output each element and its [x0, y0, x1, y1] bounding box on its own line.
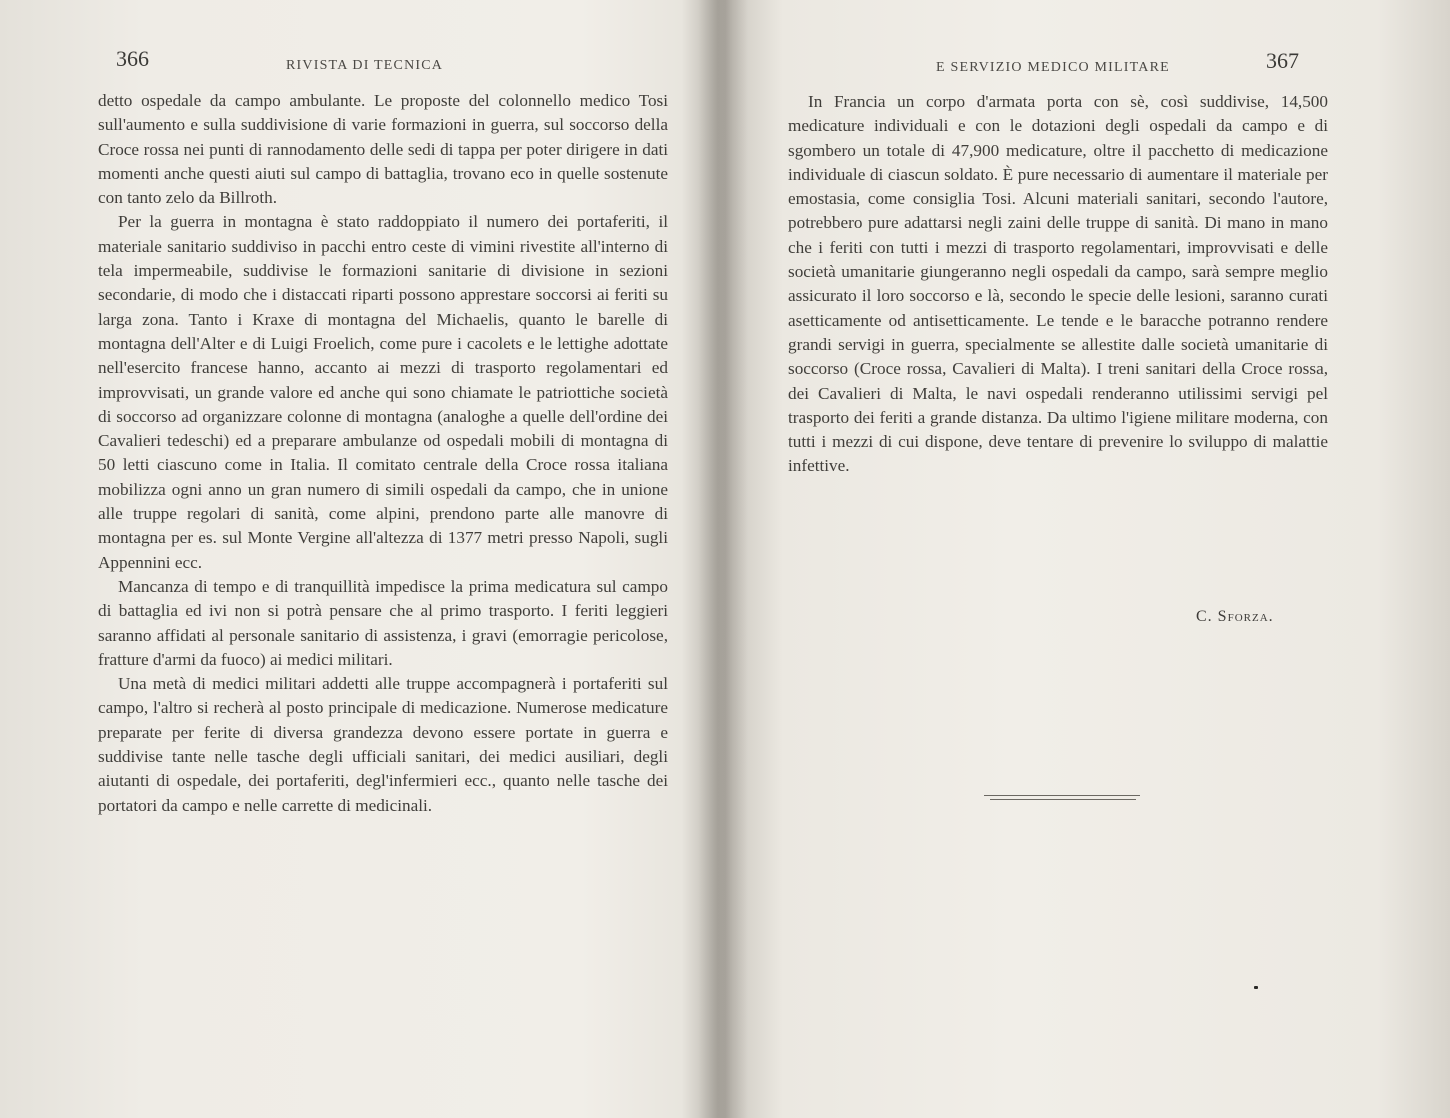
right-page — [722, 0, 1450, 1118]
page-number-left: 366 — [116, 46, 149, 71]
signature-initial: C. — [1196, 608, 1213, 625]
left-page — [0, 0, 722, 1118]
right-body-text — [788, 90, 1328, 479]
ink-speck — [1254, 986, 1258, 989]
signature-name: Sforza. — [1217, 608, 1274, 625]
end-rule — [984, 795, 1140, 796]
left-body-text — [98, 89, 668, 818]
paragraph: Mancanza di tempo e di tranquillità impedisce la prima medicatura sul campo di battaglia ed ivi non si potrà pensare che al primo trasporto. I feriti leggieri saranno affidati al personale sanitario di assistenza, i gravi (emorragie pericolose, fratture d'armi da fuoco) ai medici militari. — [98, 576, 668, 669]
paragraph: Per la guerra in montagna è stato raddoppiato il numero dei portaferiti, il materiale sanitario suddiviso in pacchi entro ceste di vimini rivestite all'interno di tela impermeabile, suddivise le formazioni sanitarie di divisione in sezioni secondarie, di modo che i distaccati riparti possono apprestare soccorsi ai feriti su larga zona. Tanto i Kraxe di montagna del Michaelis, quanto le barelle di montagna dell'Alter e di Luigi Froelich, come pure i cacolets e le lettighe adottate nell'esercito francese hanno, accanto ai mezzi di trasporto regolamentari ed improvvisati, un grande valore ed anche qui sono chiamate le patriottiche società di soccorso ad organizzare colonne di montagna (analoghe a quelle dell'ordine dei Cavalieri tedeschi) ed a preparare ambulanze od ospedali mobili di montagna di 50 letti ciascuno come in Italia. Il comitato centrale della Croce rossa italiana mobilizza ogni anno un gran numero di simili ospedali da campo, che in unione alle truppe regolari di sanità, come alpini, prendono parte alle manovre di montagna per es. sul Monte Vergine all'altezza di 1377 metri presso Napoli, sugli Appennini ecc. — [98, 212, 668, 572]
end-rule — [990, 799, 1136, 800]
paragraph: detto ospedale da campo ambulante. Le proposte del colonnello medico Tosi sull'aumento e sulla suddivisione di varie formazioni in guerra, sul soccorso della Croce rossa nei punti di rannodamento delle sedi di tappa per poter dirigere in dati momenti anche questi aiuti sul campo di battaglia, trovano eco in quelle sostenute con tanto zelo da Billroth. — [98, 91, 668, 208]
running-title-right: E SERVIZIO MEDICO MILITARE — [936, 60, 1170, 75]
author-signature — [1196, 608, 1274, 626]
paragraph: In Francia un corpo d'armata porta con sè, così suddivise, 14,500 medicature individuali e con le dotazioni degli ospedali da campo e di sgombero un totale di 47,900 medicature, oltre il pacchetto di medicazione individuale di ciascun soldato. È pure necessario di aumentare il materiale per emostasia, come consiglia Tosi. Alcuni materiali sanitari, secondo l'autore, potrebbero pure adattarsi negli zaini delle truppe di sanità. Di mano in mano che i feriti con tutti i mezzi di trasporto regolamentari, improvvisati e delle società umanitarie giungeranno negli ospedali da campo, sarà sempre meglio assicurato il loro soccorso e là, secondo le specie delle lesioni, saranno curati asetticamente od antisetticamente. Le tende e le baracche potranno rendere grandi servigi in guerra, specialmente se allestite dalle società umanitarie di soccorso (Croce rossa, Cavalieri di Malta). I treni sanitari della Croce rossa, dei Cavalieri di Malta, le navi ospedali renderanno utilissimi servigi pel trasporto dei feriti a grande distanza. Da ultimo l'igiene militare moderna, con tutti i mezzi di cui dispone, deve tentare di prevenire lo sviluppo di malattie infettive. — [788, 92, 1328, 476]
page-number-right: 367 — [1266, 48, 1299, 73]
running-title-left: RIVISTA DI TECNICA — [286, 58, 444, 73]
paragraph: Una metà di medici militari addetti alle truppe accompagnerà i portaferiti sul campo, l'altro si recherà al posto principale di medicazione. Numerose medicature preparate per ferite di diversa grandezza devono essere portate in guerra e suddivise tante nelle tasche degli ufficiali sanitari, dei medici ausiliari, degli aiutanti di ospedale, dei portaferiti, degl'infermieri ecc., quanto nelle tasche dei portatori da campo e nelle carrette di medicinali. — [98, 674, 668, 815]
